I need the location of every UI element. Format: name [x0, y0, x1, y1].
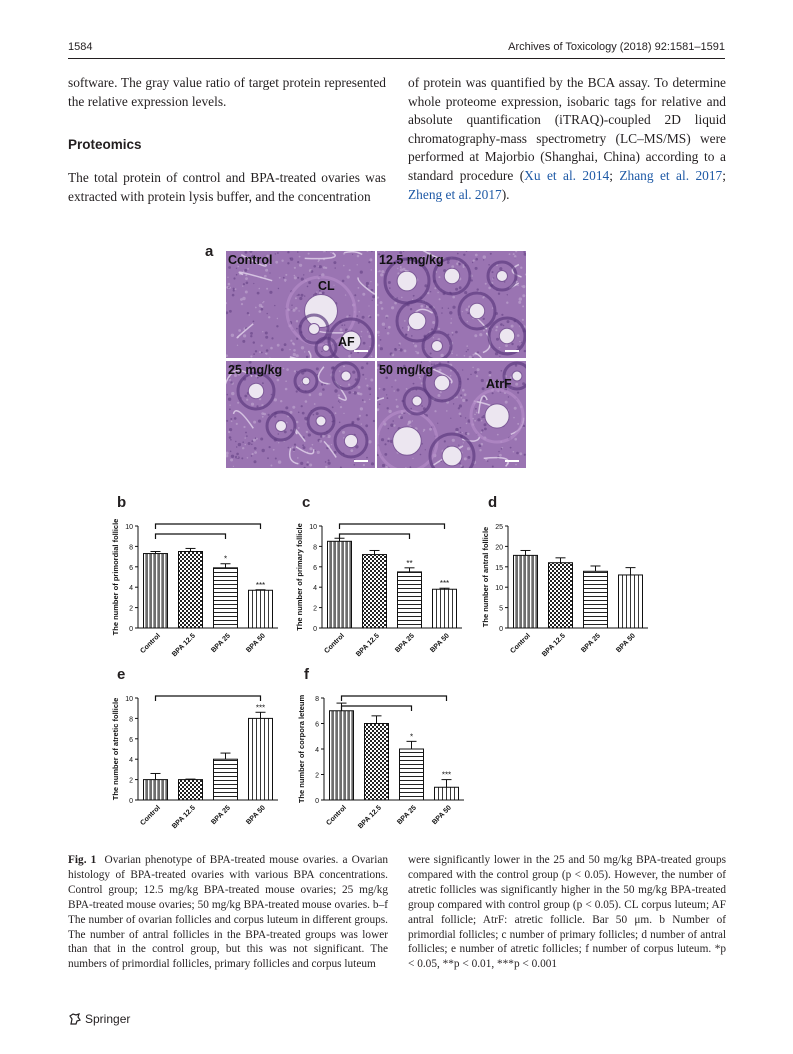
- figure-label: Fig. 1: [68, 854, 97, 866]
- reference-link[interactable]: Xu et al. 2014: [524, 167, 610, 183]
- y-axis-label: The number of antral follicle: [481, 526, 490, 628]
- significance-label: ***: [255, 580, 266, 590]
- x-tick-label: BPA 50: [615, 632, 637, 655]
- left-column-bottom: [68, 169, 386, 206]
- paragraph: software. The gray value ratio of target protein represented the relative expression levels.: [68, 75, 386, 109]
- bar: [619, 575, 643, 628]
- x-tick-label: BPA 50: [431, 804, 453, 827]
- bar: [435, 787, 459, 800]
- histology-image: [377, 251, 526, 358]
- bar: [144, 780, 168, 800]
- significance-label: *: [223, 554, 228, 564]
- y-tick-label: 10: [309, 524, 317, 531]
- y-tick-label: 6: [129, 564, 133, 572]
- y-tick-label: 2: [315, 772, 319, 780]
- caption-text: were significantly lower in the 25 and 50 mg/kg BPA-treated groups compared with the control group (p < 0.05). However, the number of atretic follicles was significantly higher in the 50 mg/kg BPA-treated group compared with control group (p < 0.05). CL corpus luteum; AF antral follicle; AtrF: atretic follicle. Bar 50 μm. b Number of primordial follicles; c number of primary follicles; d number of antral follicles; e number of atretic follicles; f number of corpus luteum. *p < 0.05, **p < 0.01, ***p < 0.001: [408, 854, 726, 971]
- bar: [433, 589, 457, 628]
- bar: [400, 749, 424, 800]
- chart-d: [478, 508, 653, 673]
- significance-label: *: [409, 732, 414, 742]
- x-tick-label: BPA 25: [210, 632, 232, 655]
- y-tick-label: 2: [129, 777, 133, 785]
- y-axis-label: The number of primordial follicle: [111, 518, 120, 636]
- y-tick-label: 20: [495, 544, 503, 552]
- y-tick-label: 15: [495, 564, 503, 572]
- panel-letter-a: a: [205, 243, 214, 260]
- y-tick-label: 0: [315, 798, 319, 805]
- tile-label-50: 50 mg/kg: [379, 363, 434, 377]
- bar-chart: [478, 508, 653, 668]
- y-tick-label: 4: [129, 585, 133, 593]
- x-tick-label: BPA 12.5: [171, 632, 197, 659]
- x-tick-label: Control: [325, 804, 348, 828]
- y-tick-label: 8: [315, 696, 319, 703]
- springer-horse-icon: [68, 1012, 82, 1029]
- histology-tile-25: [226, 361, 375, 468]
- tile-mark-atrf: AtrF: [486, 377, 512, 391]
- publisher-name: Springer: [85, 1012, 131, 1026]
- journal-citation: Archives of Toxicology (2018) 92:1581–1591: [508, 41, 725, 53]
- x-tick-label: BPA 12.5: [171, 804, 197, 831]
- bar: [249, 590, 273, 628]
- bar: [549, 563, 573, 628]
- bar: [179, 780, 203, 800]
- x-tick-label: Control: [509, 632, 532, 656]
- y-axis-label: The number of corpora leteum: [297, 694, 306, 804]
- x-tick-label: BPA 50: [245, 804, 267, 827]
- y-tick-label: 8: [129, 716, 133, 724]
- section-title: Proteomics: [68, 137, 142, 152]
- y-tick-label: 4: [315, 747, 319, 754]
- x-tick-label: BPA 25: [396, 804, 418, 827]
- chart-f: [294, 680, 469, 845]
- caption-right: [408, 853, 726, 972]
- y-tick-label: 10: [495, 585, 503, 593]
- y-tick-label: 5: [499, 605, 503, 613]
- right-column: [408, 74, 726, 204]
- bar-chart: [292, 508, 467, 668]
- scale-bar: [505, 460, 519, 462]
- y-tick-label: 0: [129, 626, 133, 633]
- bar: [179, 552, 203, 629]
- tile-mark-af: AF: [338, 335, 355, 349]
- paragraph: of protein was quantified by the BCA assay. To determine whole proteome expression, isobaric tags for relative and absolute quantification (iTRAQ)-coupled 2D liquid chromatography-mass spectrometry (LC–MS/MS) were performed at Majorbio (Shanghai, China) according to a standard procedure (Xu et al. 2014; Zhang et al. 2017; Zheng et al. 2017).: [408, 75, 726, 202]
- caption-text: Fig. 1 Ovarian phenotype of BPA-treated mouse ovaries. a Ovarian histology of BPA-treated ovaries with various BPA concentrations. Control group; 12.5 mg/kg BPA-treated mouse ovaries; 25 mg/kg BPA-treated mouse ovaries; 50 mg/kg BPA-treated mouse ovaries. b–f The number of ovarian follicles and corpus luteum in different groups. The number of antral follicles in the BPA-treated groups was lower than that in the control group, but this was not significant. The numbers of primordial follicles, primary follicles and corpus luteum: [68, 854, 388, 971]
- panel-letter-b: b: [117, 494, 127, 511]
- bar: [365, 724, 389, 801]
- bar: [514, 555, 538, 628]
- x-tick-label: Control: [139, 632, 162, 656]
- bar: [214, 759, 238, 800]
- x-tick-label: BPA 50: [429, 632, 451, 655]
- y-tick-label: 2: [313, 605, 317, 613]
- chart-e: [108, 680, 283, 845]
- page-number: 1584: [68, 41, 93, 53]
- caption-left: [68, 853, 388, 972]
- y-axis-label: The number of primary follicle: [295, 523, 304, 631]
- bar: [584, 571, 608, 628]
- panel-letter-e: e: [117, 666, 126, 683]
- y-tick-label: 6: [313, 564, 317, 572]
- significance-label: **: [406, 558, 413, 568]
- reference-link[interactable]: Zheng et al. 2017: [408, 186, 502, 202]
- x-tick-label: BPA 12.5: [357, 804, 383, 831]
- bar-chart: [294, 680, 469, 840]
- bar-chart: [108, 508, 283, 668]
- reference-link[interactable]: Zhang et al. 2017: [619, 167, 723, 183]
- y-tick-label: 10: [125, 524, 133, 531]
- x-tick-label: Control: [323, 632, 346, 656]
- y-tick-label: 2: [129, 605, 133, 613]
- y-tick-label: 0: [129, 798, 133, 805]
- y-tick-label: 0: [313, 626, 317, 633]
- x-tick-label: BPA 25: [394, 632, 416, 655]
- comparison-bracket: [340, 524, 445, 529]
- tile-label-control: Control: [228, 253, 273, 267]
- footer: [68, 1012, 130, 1029]
- x-tick-label: BPA 25: [210, 804, 232, 827]
- y-tick-label: 8: [313, 544, 317, 552]
- histology-image: [226, 361, 375, 468]
- bar: [398, 572, 422, 628]
- y-tick-label: 6: [129, 736, 133, 744]
- x-tick-label: BPA 25: [580, 632, 602, 655]
- left-column-top: [68, 74, 386, 111]
- y-axis-label: The number of atretic follicle: [111, 697, 120, 801]
- significance-label: ***: [439, 579, 450, 589]
- x-tick-label: BPA 50: [245, 632, 267, 655]
- y-tick-label: 25: [495, 524, 503, 531]
- tile-label-12-5: 12.5 mg/kg: [379, 253, 444, 267]
- x-tick-label: BPA 12.5: [355, 632, 381, 659]
- y-tick-label: 4: [129, 757, 133, 765]
- scale-bar: [354, 460, 368, 462]
- bar: [249, 718, 273, 800]
- comparison-bracket: [342, 696, 447, 701]
- y-tick-label: 6: [315, 721, 319, 729]
- comparison-bracket: [156, 696, 261, 701]
- comparison-bracket: [340, 534, 410, 539]
- bar: [330, 711, 354, 800]
- scale-bar: [505, 350, 519, 352]
- comparison-bracket: [156, 534, 226, 539]
- y-tick-label: 8: [129, 544, 133, 552]
- chart-c: [292, 508, 467, 673]
- comparison-bracket: [156, 524, 261, 529]
- bar-chart: [108, 680, 283, 840]
- y-tick-label: 4: [313, 585, 317, 593]
- chart-b: [108, 508, 283, 673]
- paragraph: The total protein of control and BPA-treated ovaries was extracted with protein lysis buffer, and the concentration: [68, 170, 386, 204]
- x-tick-label: Control: [139, 804, 162, 828]
- significance-label: ***: [441, 770, 452, 780]
- bar: [363, 555, 387, 628]
- significance-label: ***: [255, 703, 266, 713]
- histology-tile-12-5: [377, 251, 526, 358]
- scale-bar: [354, 350, 368, 352]
- panel-letter-c: c: [302, 494, 311, 511]
- y-tick-label: 10: [125, 696, 133, 703]
- tile-label-25: 25 mg/kg: [228, 363, 283, 377]
- bar: [328, 541, 352, 628]
- bar: [214, 568, 238, 628]
- bar: [144, 554, 168, 628]
- tile-mark-cl: CL: [318, 279, 335, 293]
- header-rule: [68, 58, 725, 59]
- x-tick-label: BPA 12.5: [541, 632, 567, 659]
- y-tick-label: 0: [499, 626, 503, 633]
- panel-letter-f: f: [304, 666, 309, 683]
- panel-letter-d: d: [488, 494, 498, 511]
- histology-panel: [226, 251, 529, 470]
